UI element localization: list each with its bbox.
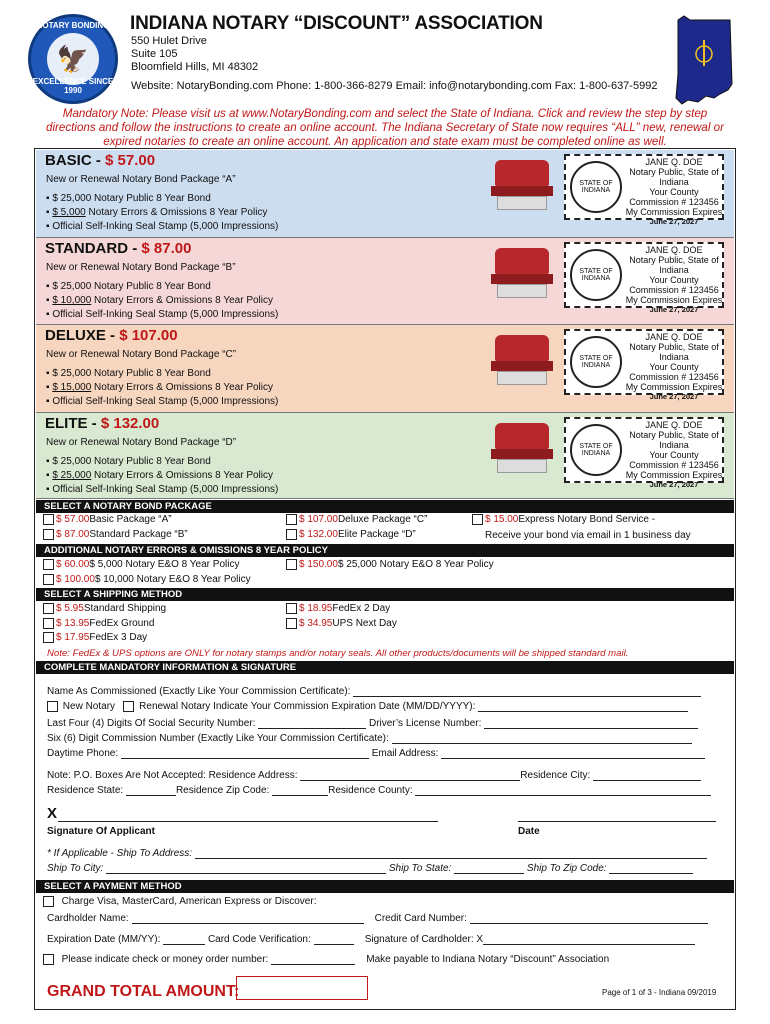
signature-field[interactable]	[58, 821, 438, 822]
field-label: Renewal Notary Indicate Your Commission Expiration Date (MM/DD/YYYY):	[139, 701, 476, 712]
seal-circle: STATE OF INDIANA	[570, 161, 622, 213]
seal-line: Your County	[649, 187, 699, 197]
field-label: Cardholder Name:	[47, 913, 129, 924]
package-name: STANDARD -	[45, 240, 142, 257]
daytime-phone-field[interactable]	[121, 749, 369, 759]
option-label: Deluxe Package “C”	[337, 514, 428, 525]
seal-top-text: NOTARY BONDING	[36, 21, 110, 30]
seal-line: Commission # 123456	[629, 460, 719, 470]
field-label: Signature of Cardholder: X	[364, 934, 484, 945]
notary-seal-sample	[564, 417, 724, 489]
option-price: $ 15.00	[485, 514, 519, 525]
checkbox[interactable]	[43, 896, 54, 907]
seal-line: Notary Public, State of Indiana	[629, 430, 719, 450]
package-deluxe	[36, 325, 734, 413]
section-eo-policy: ADDITIONAL NOTARY ERRORS & OMISSIONS 8 YEAR POLICY	[36, 544, 734, 557]
field-label: Residence City:	[520, 770, 591, 781]
package-bullet: ▪ $ 25,000 Notary Public 8 Year Bond	[46, 456, 211, 467]
seal-circle: STATE OF INDIANA	[570, 249, 622, 301]
package-description: New or Renewal Notary Bond Package “B”	[46, 262, 236, 273]
seal-circle: STATE OF INDIANA	[570, 336, 622, 388]
package-bullet	[46, 470, 273, 481]
address-line-3: Bloomfield Hills, MI 48302	[131, 61, 259, 73]
charge-card-option[interactable]	[43, 896, 316, 907]
seal-line: Notary Public, State of Indiana	[629, 255, 719, 275]
package-bullet: ▪ $ 25,000 Notary Public 8 Year Bond	[46, 193, 211, 204]
package-price: $ 132.00	[100, 415, 160, 432]
ship-to-city-field[interactable]	[106, 864, 386, 874]
express-subtext: Receive your bond via email in 1 business day	[485, 530, 691, 541]
package-bullet: ▪ $ 25,000 Notary Public 8 Year Bond	[46, 281, 211, 292]
option-price: $ 60.00	[56, 559, 90, 570]
option-standard-shipping[interactable]	[43, 603, 166, 614]
field-label: Residence Zip Code:	[175, 785, 270, 796]
checkbox[interactable]	[43, 632, 54, 643]
ship-to-zip-field[interactable]	[609, 864, 693, 874]
field-label: * If Applicable - Ship To Address:	[47, 848, 193, 859]
seal-line: Notary Public, State of Indiana	[629, 167, 719, 187]
option-price: $ 87.00	[56, 529, 90, 540]
seal-line: My Commission Expires	[625, 470, 723, 480]
checkbox[interactable]	[286, 603, 297, 614]
package-description: New or Renewal Notary Bond Package “D”	[46, 437, 237, 448]
eagle-icon: 🦅	[47, 33, 99, 85]
eo-amount: $ 5,000	[52, 207, 86, 218]
bullet-mark: ▪	[46, 470, 53, 481]
option-standard-package[interactable]	[43, 529, 188, 540]
ship-to-address-field[interactable]	[195, 849, 707, 859]
seal-text-block	[624, 420, 724, 490]
field-label: Residence County:	[328, 785, 413, 796]
grand-total-label: GRAND TOTAL AMOUNT:	[47, 983, 240, 1000]
field-label: Name As Commissioned (Exactly Like Your Commission Certificate):	[47, 686, 351, 697]
residence-zip-field[interactable]	[272, 786, 328, 796]
checkbox[interactable]	[43, 514, 54, 525]
seal-date: June 27, 2027	[649, 217, 699, 226]
address-line-1: 550 Hulet Drive	[131, 35, 207, 47]
package-bullet: ▪ Official Self-Inking Seal Stamp (5,000 Impressions)	[46, 221, 279, 232]
option-basic-package[interactable]	[43, 514, 172, 525]
section-select-package: SELECT A NOTARY BOND PACKAGE	[36, 500, 734, 513]
option-elite-package[interactable]	[286, 529, 416, 540]
commission-number-field[interactable]	[392, 734, 692, 744]
ship-to-city-row	[47, 863, 693, 874]
package-title	[45, 327, 178, 344]
seal-name: JANE Q. DOE	[645, 420, 703, 430]
package-basic	[36, 150, 734, 238]
option-eo-25000[interactable]	[286, 559, 494, 570]
notary-bonding-seal-logo	[28, 14, 118, 104]
field-label: Ship To Zip Code:	[526, 863, 607, 874]
package-name: DELUXE -	[45, 327, 120, 344]
checkbox[interactable]	[43, 529, 54, 540]
seal-name: JANE Q. DOE	[645, 245, 703, 255]
seal-name: JANE Q. DOE	[645, 157, 703, 167]
option-eo-5000[interactable]	[43, 559, 239, 570]
email-field[interactable]	[441, 749, 705, 759]
checkbox[interactable]	[286, 618, 297, 629]
option-fedex-3-day[interactable]	[43, 632, 147, 643]
package-title	[45, 152, 155, 169]
option-deluxe-package[interactable]	[286, 514, 427, 525]
option-price: $ 150.00	[299, 559, 338, 570]
bullet-mark: ▪	[46, 382, 53, 393]
option-label: Express Notary Bond Service -	[518, 514, 656, 525]
package-bullet	[46, 382, 273, 393]
bullet-text: Notary Errors & Omissions 8 Year Policy	[91, 470, 273, 481]
ship-to-row	[47, 848, 707, 859]
package-bullet: ▪ Official Self-Inking Seal Stamp (5,000 Impressions)	[46, 484, 279, 495]
residence-address-field[interactable]	[300, 771, 520, 781]
cardholder-signature-field[interactable]	[483, 935, 695, 945]
cardholder-row	[47, 913, 708, 924]
credit-card-number-field[interactable]	[470, 914, 708, 924]
seal-line: Your County	[649, 450, 699, 460]
eo-amount: $ 10,000	[52, 295, 92, 306]
option-price: $ 18.95	[299, 603, 333, 614]
expiration-row	[47, 934, 695, 945]
option-label: $ 10,000 Notary E&O 8 Year Policy	[94, 574, 251, 585]
ssn-field[interactable]	[258, 719, 366, 729]
field-label: Card Code Verification:	[207, 934, 311, 945]
seal-line: Commission # 123456	[629, 372, 719, 382]
residence-county-field[interactable]	[415, 786, 711, 796]
package-standard	[36, 238, 734, 325]
notary-seal-sample	[564, 329, 724, 401]
seal-line: Commission # 123456	[629, 197, 719, 207]
ssn-row	[47, 718, 698, 729]
expiration-field[interactable]	[163, 935, 205, 945]
eo-amount: $ 25,000	[52, 470, 92, 481]
field-label: Last Four (4) Digits Of Social Security Number:	[47, 718, 256, 729]
package-price: $ 57.00	[105, 152, 156, 169]
seal-line: Notary Public, State of Indiana	[629, 342, 719, 362]
bullet-text: Notary Errors & Omissions 8 Year Policy	[91, 295, 273, 306]
seal-date: June 27, 2027	[649, 392, 699, 401]
self-inking-stamp-icon	[491, 160, 553, 215]
notary-seal-sample	[564, 154, 724, 226]
self-inking-stamp-icon	[491, 335, 553, 390]
option-price: $ 132.00	[299, 529, 338, 540]
residence-city-field[interactable]	[593, 771, 701, 781]
contact-line: Website: NotaryBonding.com Phone: 1-800-366-8279 Email: info@notarybonding.com Fax: 1-800-637-5992	[131, 80, 658, 92]
package-bullet: ▪ Official Self-Inking Seal Stamp (5,000 Impressions)	[46, 396, 279, 407]
seal-line: Your County	[649, 362, 699, 372]
seal-line: Your County	[649, 275, 699, 285]
address-line-2: Suite 105	[131, 48, 178, 60]
page-title: INDIANA NOTARY “DISCOUNT” ASSOCIATION	[130, 13, 543, 34]
option-price: $ 57.00	[56, 514, 90, 525]
grand-total-field[interactable]	[236, 976, 368, 1000]
ship-to-state-field[interactable]	[454, 864, 524, 874]
option-label: FedEx 3 Day	[89, 632, 148, 643]
package-bullet: ▪ $ 25,000 Notary Public 8 Year Bond	[46, 368, 211, 379]
seal-line: My Commission Expires	[625, 295, 723, 305]
residence-address-row	[47, 770, 701, 781]
package-title	[45, 415, 159, 432]
cardholder-name-field[interactable]	[132, 914, 364, 924]
eo-amount: $ 15,000	[52, 382, 92, 393]
checkbox[interactable]	[43, 574, 54, 585]
package-name: BASIC -	[45, 152, 105, 169]
field-label: New Notary	[62, 701, 116, 712]
checkbox[interactable]	[286, 514, 297, 525]
notary-type-row	[47, 701, 688, 712]
expiration-date-field[interactable]	[478, 702, 688, 712]
bullet-mark: ▪	[46, 207, 53, 218]
option-price: $ 107.00	[299, 514, 338, 525]
field-label: Residence State:	[47, 785, 124, 796]
package-description: New or Renewal Notary Bond Package “C”	[46, 349, 237, 360]
check-option-row	[43, 954, 609, 965]
option-price: $ 100.00	[56, 574, 95, 585]
bullet-text: Notary Errors & Omissions 8 Year Policy	[91, 382, 273, 393]
phone-row	[47, 748, 705, 759]
seal-line: Commission # 123456	[629, 285, 719, 295]
option-price: $ 5.95	[56, 603, 84, 614]
date-label: Date	[518, 826, 540, 837]
checkbox[interactable]	[286, 559, 297, 570]
option-price: $ 34.95	[299, 618, 333, 629]
package-bullet	[46, 295, 273, 306]
option-price: $ 17.95	[56, 632, 90, 643]
checkbox[interactable]	[43, 618, 54, 629]
self-inking-stamp-icon	[491, 248, 553, 303]
seal-date: June 27, 2027	[649, 480, 699, 489]
option-label: UPS Next Day	[332, 618, 397, 629]
seal-bottom-text: EXCELLENCE SINCE 1990	[32, 77, 114, 95]
field-label: Daytime Phone:	[47, 748, 119, 759]
option-label: $ 5,000 Notary E&O 8 Year Policy	[89, 559, 240, 570]
field-label: Please indicate check or money order number:	[61, 954, 269, 965]
field-label: Ship To State:	[388, 863, 452, 874]
bullet-mark: ▪	[46, 295, 53, 306]
option-label: FedEx Ground	[89, 618, 155, 629]
field-label: Charge Visa, MasterCard, American Express or Discover:	[61, 896, 317, 907]
name-commissioned-row	[47, 686, 701, 697]
package-price: $ 87.00	[141, 240, 192, 257]
page-footer: Page of 1 of 3 - Indiana 09/2019	[602, 988, 717, 997]
check-number-field[interactable]	[271, 955, 355, 965]
package-description: New or Renewal Notary Bond Package “A”	[46, 174, 236, 185]
field-label: Six (6) Digit Commission Number (Exactly Like Your Commission Certificate):	[47, 733, 389, 744]
option-label: Standard Shipping	[83, 603, 167, 614]
option-label: Basic Package “A”	[89, 514, 172, 525]
option-fedex-2-day[interactable]	[286, 603, 390, 614]
seal-text-block	[624, 245, 724, 315]
option-fedex-ground[interactable]	[43, 618, 154, 629]
self-inking-stamp-icon	[491, 423, 553, 478]
package-title	[45, 240, 191, 257]
check-money-order-checkbox[interactable]	[43, 954, 54, 965]
card-code-field[interactable]	[314, 935, 354, 945]
package-elite	[36, 413, 734, 499]
option-label: Standard Package “B”	[89, 529, 188, 540]
checkbox[interactable]	[472, 514, 483, 525]
seal-name: JANE Q. DOE	[645, 332, 703, 342]
date-field[interactable]	[518, 821, 716, 822]
checkbox[interactable]	[43, 603, 54, 614]
seal-text-block	[624, 157, 724, 227]
residence-state-field[interactable]	[126, 786, 176, 796]
residence-state-row	[47, 785, 711, 796]
signature-x: X	[47, 805, 58, 822]
renewal-notary-checkbox[interactable]	[123, 701, 134, 712]
seal-line: My Commission Expires	[625, 207, 723, 217]
option-price: $ 13.95	[56, 618, 90, 629]
new-notary-checkbox[interactable]	[47, 701, 58, 712]
package-name: ELITE -	[45, 415, 101, 432]
drivers-license-field[interactable]	[484, 719, 698, 729]
field-label: Email Address:	[371, 748, 439, 759]
option-ups-next-day[interactable]	[286, 618, 397, 629]
option-label: $ 25,000 Notary E&O 8 Year Policy	[337, 559, 494, 570]
seal-circle: STATE OF INDIANA	[570, 424, 622, 476]
package-bullet: ▪ Official Self-Inking Seal Stamp (5,000 Impressions)	[46, 309, 279, 320]
option-express-service[interactable]	[472, 514, 655, 525]
commission-row	[47, 733, 692, 744]
indiana-map-icon	[668, 14, 743, 106]
package-price: $ 107.00	[119, 327, 178, 344]
package-bullet	[46, 207, 267, 218]
option-label: FedEx 2 Day	[332, 603, 391, 614]
checkbox[interactable]	[286, 529, 297, 540]
section-shipping: SELECT A SHIPPING METHOD	[36, 588, 734, 601]
field-label: Driver’s License Number:	[368, 718, 482, 729]
seal-line: My Commission Expires	[625, 382, 723, 392]
field-label: Credit Card Number:	[374, 913, 467, 924]
notary-seal-sample	[564, 242, 724, 314]
name-commissioned-field[interactable]	[353, 687, 701, 697]
bullet-text: Notary Errors & Omissions 8 Year Policy	[85, 207, 268, 218]
shipping-note: Note: FedEx & UPS options are ONLY for notary stamps and/or notary seals. All other products/documents will be shipped standard mail.	[47, 648, 629, 659]
payable-to-text: Make payable to Indiana Notary “Discount” Association	[366, 954, 610, 965]
field-label: Expiration Date (MM/YY):	[47, 934, 161, 945]
mandatory-note: Mandatory Note: Please visit us at www.NotaryBonding.com and select the State of Indiana. Click and review the step by step directions and follow the instructions to create an online account. The Indiana Secretary of State now requires “ALL” new, renewal or expired notaries to create an online account. An application and state exam must be completed online as well.	[46, 107, 724, 148]
seal-text-block	[624, 332, 724, 402]
signature-label: Signature Of Applicant	[47, 826, 155, 837]
checkbox[interactable]	[43, 559, 54, 570]
field-label: Ship To City:	[47, 863, 104, 874]
field-label: Note: P.O. Boxes Are Not Accepted: Residence Address:	[47, 770, 298, 781]
option-eo-10000[interactable]	[43, 574, 251, 585]
section-payment: SELECT A PAYMENT METHOD	[36, 880, 734, 893]
option-label: Elite Package “D”	[337, 529, 416, 540]
seal-date: June 27, 2027	[649, 305, 699, 314]
section-mandatory-info: COMPLETE MANDATORY INFORMATION & SIGNATURE	[36, 661, 734, 674]
